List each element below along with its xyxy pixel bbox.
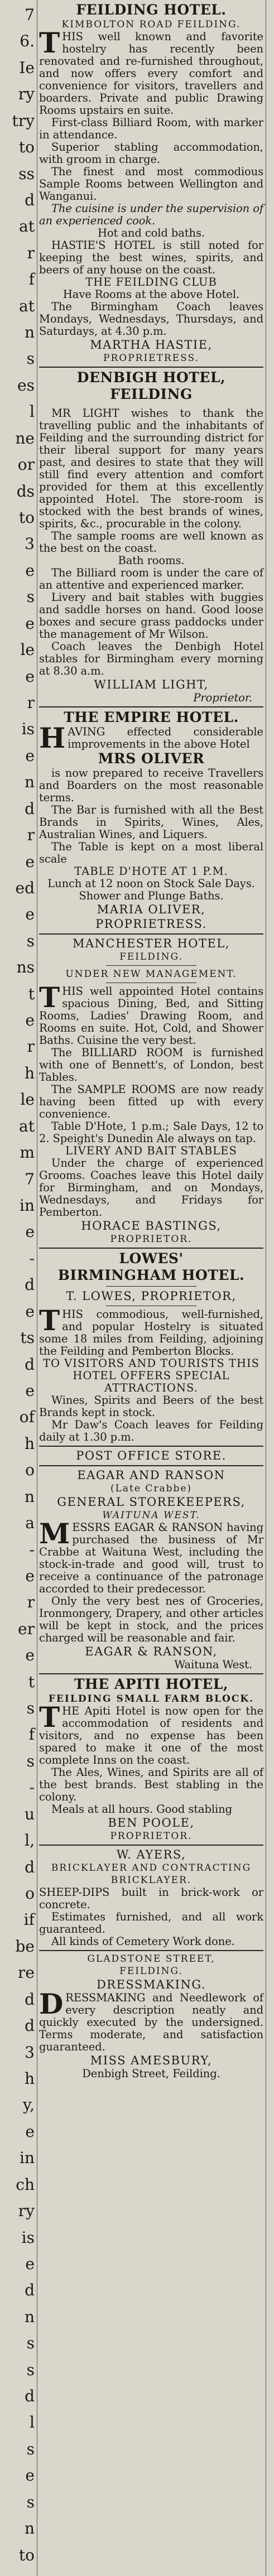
ad-paragraph: RESSMAKING and Needlework of every description neatly and quickly executed by the undersigned. Terms moderate, and satisfaction guaranteed. xyxy=(39,1991,263,2053)
left-fragment: be xyxy=(15,1937,35,1956)
drop-cap: T xyxy=(39,981,60,1014)
left-fragment: d xyxy=(25,2387,35,2405)
drop-cap: T xyxy=(39,1304,60,1337)
left-fragment: a xyxy=(25,1514,35,1532)
ad-paragraph: The Table is kept on a most liberal scale xyxy=(39,840,263,865)
left-fragment: - xyxy=(29,1540,35,1559)
ad-ayers-bricklayer xyxy=(39,1846,263,1951)
left-fragment: to xyxy=(18,2546,35,2564)
ad-signature: WILLIAM LIGHT, xyxy=(94,678,209,691)
ad-title: BRICKLAYER AND CONTRACTING BRICKLAYER. xyxy=(51,1862,252,1886)
left-fragment: Ie xyxy=(19,59,35,77)
divider xyxy=(106,1286,196,1287)
ad-subtitle: FEILDING SMALL FARM BLOCK. xyxy=(48,1693,254,1705)
ad-subtitle: FEILDING. xyxy=(119,951,183,962)
ad-paragraph: The Birmingham Coach leaves Mondays, Wednesdays, Thursdays, and Saturdays, at 4.30 p.m. xyxy=(39,300,263,338)
left-fragment: s xyxy=(26,1752,35,1770)
left-fragment: f xyxy=(28,270,35,288)
left-fragment: d xyxy=(25,1355,35,1374)
left-fragment: 3 xyxy=(25,2043,35,2062)
ad-paragraph: The SAMPLE ROOMS are now ready having been fitted up with every convenience. xyxy=(39,1083,263,1120)
left-fragment: ry xyxy=(18,2202,35,2220)
left-fragment: to xyxy=(18,508,35,527)
left-fragment: at xyxy=(19,1117,35,1135)
left-fragment: ts xyxy=(20,1328,35,1347)
left-fragment: e xyxy=(25,747,35,765)
ad-apiti-hotel xyxy=(39,1674,263,1846)
left-fragment: d xyxy=(25,2016,35,2035)
left-fragment: s xyxy=(26,2440,35,2458)
ad-address: GLADSTONE STREET, xyxy=(87,1953,215,1964)
ad-management: UNDER NEW MANAGEMENT. xyxy=(65,969,237,980)
ad-signature-role: PROPRIETOR. xyxy=(110,1831,193,1842)
ad-paragraph: HASTIE'S HOTEL is still noted for keeping the best wines, spirits, and beers of any house on the coast. xyxy=(39,239,263,276)
left-fragment: ed xyxy=(15,879,35,897)
left-fragment: r xyxy=(27,244,35,262)
left-fragment: or xyxy=(17,455,35,474)
ad-signature-place: Denbigh Street, Feilding. xyxy=(82,2067,220,2080)
left-fragment: e xyxy=(25,2255,35,2273)
drop-cap: M xyxy=(39,1517,70,1550)
ad-signature: T. LOWES, PROPRIETOR, xyxy=(66,1289,237,1303)
left-fragment: ch xyxy=(16,2175,35,2194)
ad-paragraph: HIS commodious, well-furnished, and popular Hostelry is situated some 18 miles from Feilding, adjoining the Feilding and Pemberton Blocks. xyxy=(39,1308,263,1357)
left-fragment: ss xyxy=(18,165,35,183)
ad-paragraph: Mr Daw's Coach leaves for Feilding daily at 1.30 p.m. xyxy=(39,1418,263,1443)
advertisement-column xyxy=(39,0,263,2082)
ad-paragraph: The Bar is furnished with all the Best Brands in Spirits, Wines, Ales, Australian Wines, and Liquers. xyxy=(39,803,263,841)
left-fragment: es xyxy=(17,376,35,394)
ad-paragraph: Estimates furnished, and all work guaranteed. xyxy=(39,1910,263,1935)
left-fragment: re xyxy=(18,1963,35,1982)
left-fragment: of xyxy=(19,1408,35,1426)
left-fragment: le xyxy=(20,1090,35,1109)
left-fragment: h xyxy=(24,2069,35,2088)
left-fragment: d xyxy=(25,191,35,209)
left-fragment: ne xyxy=(15,429,35,447)
ad-paragraph: The BILLIARD ROOM is furnished with one of Bennett's, of London, best Tables. xyxy=(39,1046,263,1084)
ad-title: DRESSMAKING. xyxy=(96,1978,206,1991)
left-fragment: if xyxy=(23,1910,35,1929)
left-fragment: - xyxy=(29,1249,35,1268)
ad-signature-role: Proprietor. xyxy=(193,691,252,704)
left-fragment: s xyxy=(26,2361,35,2379)
ad-paragraph: MR LIGHT wishes to thank the travelling public and the inhabitants of Feilding and the surrounding district for their liberal support for many years past, and desires to state that they will still find every attention and comfort provided for them at this excellently appointed Hotel. The store-room is stocked with the best brands of wines, spirits, &c., procurable in the colony. xyxy=(39,407,263,530)
left-fragment: n xyxy=(24,2519,35,2538)
left-fragment: is xyxy=(21,720,35,738)
left-fragment: r xyxy=(27,694,35,712)
left-fragment: t xyxy=(28,1673,35,1691)
drop-cap: D xyxy=(39,1987,64,2020)
ad-denbigh-hotel xyxy=(39,368,263,707)
left-fragment: e xyxy=(25,853,35,871)
drop-cap: T xyxy=(39,1701,60,1734)
left-fragment: s xyxy=(26,349,35,368)
left-fragment: e xyxy=(25,905,35,923)
left-fragment: r xyxy=(27,1593,35,1611)
ad-subtitle: KIMBOLTON ROAD FEILDING. xyxy=(61,19,241,30)
left-fragment: l xyxy=(30,402,35,421)
left-fragment: e xyxy=(25,1011,35,1029)
ad-post-office-store xyxy=(39,1447,263,1466)
left-fragment: le xyxy=(20,641,35,659)
ad-paragraph: The Ales, Wines, and Spirits are all of the best brands. Best stabling in the colony. xyxy=(39,1766,263,1803)
left-fragment: t xyxy=(28,985,35,1003)
ad-title: POST OFFICE STORE. xyxy=(76,1449,227,1462)
ad-title: BIRMINGHAM HOTEL. xyxy=(57,1267,245,1283)
left-fragment: r xyxy=(27,1037,35,1056)
ad-title: EAGAR AND RANSON xyxy=(77,1468,225,1482)
left-fragment: m xyxy=(20,1143,35,1162)
left-fragment: e xyxy=(25,1222,35,1241)
left-fragment: o xyxy=(25,1461,35,1479)
ad-paragraph: ESSRS EAGAR & RANSON having purchased the business of Mr Crabbe at Waituna West, including the stock-in-trade and good will, trust to receive a continuance of the patronage accorded to their predecessor. xyxy=(39,1521,263,1595)
left-fragment: s xyxy=(26,932,35,950)
left-fragment: try xyxy=(12,112,35,130)
ad-paragraph: SHEEP-DIPS built in brick-work or concrete. xyxy=(39,1886,263,1911)
left-fragment: e xyxy=(25,2466,35,2484)
left-fragment: to xyxy=(18,138,35,156)
left-fragment: er xyxy=(18,1620,35,1638)
left-fragment: d xyxy=(25,1275,35,1294)
left-fragment: d xyxy=(25,1858,35,1876)
left-fragment: h xyxy=(24,1434,35,1453)
ad-title: FEILDING HOTEL. xyxy=(76,2,227,18)
ad-paragraph: The finest and most commodious Sample Rooms between Wellington and Wanganui. xyxy=(39,165,263,203)
ad-title: LOWES' xyxy=(119,1250,184,1267)
left-fragment: s xyxy=(26,2334,35,2352)
ad-paragraph: Meals at all hours. Good stabling xyxy=(51,1803,233,1816)
ad-signature-place: Waituna West. xyxy=(174,1658,252,1671)
ad-paragraph: The Billiard room is under the care of an attentive and experienced marker. xyxy=(39,566,263,591)
ad-address: FEILDING. xyxy=(119,1966,183,1977)
left-fragment: s xyxy=(26,1699,35,1717)
left-fragment: l xyxy=(30,2413,35,2431)
drop-cap: T xyxy=(39,26,60,59)
ad-paragraph: Coach leaves the Denbigh Hotel stables for Birmingham every morning at 8.30 a.m. xyxy=(39,640,263,677)
left-fragment: 7 xyxy=(25,6,35,24)
ad-paragraph: Bath rooms. xyxy=(118,554,185,567)
left-fragment: e xyxy=(25,1302,35,1321)
left-fragment: at xyxy=(19,217,35,235)
left-fragment: n xyxy=(24,1487,35,1506)
left-fragment: is xyxy=(21,2228,35,2247)
ad-paragraph: HIS well appointed Hotel contains spacious Dining, Bed, and Sitting Rooms, Ladies' Drawing Room, and Rooms en suite. Hot, Cold, and Shower Baths. Cuisine the very best. xyxy=(39,985,263,1047)
left-fragment: r xyxy=(27,826,35,844)
left-fragment: at xyxy=(19,297,35,315)
left-fragment: n xyxy=(24,2308,35,2326)
ad-paragraph: HIS well known and favorite hostelry has recently been renovated and re-furnished throughout, and now offers every comfort and convenience for visitors, travellers and boarders. Private and public Drawing Rooms upstairs en suite. xyxy=(39,30,263,117)
ad-signature: BEN POOLE, xyxy=(108,1816,195,1829)
left-fragment: e xyxy=(25,667,35,686)
ad-paragraph: First-class Billiard Room, with marker in attendance. xyxy=(39,116,263,141)
left-fragment: e xyxy=(25,1567,35,1585)
left-fragment: o xyxy=(25,1884,35,1903)
ad-title: DENBIGH HOTEL, FEILDING xyxy=(76,369,226,402)
ad-name: MRS OLIVER xyxy=(98,750,205,767)
ad-paragraph: TO VISITORS AND TOURISTS THIS HOTEL OFFERS SPECIAL ATTRACTIONS. xyxy=(42,1357,260,1394)
ad-line: WAITUNA WEST. xyxy=(102,1510,200,1521)
ad-paragraph: Have Rooms at the above Hotel. xyxy=(63,288,240,301)
ad-paragraph: Shower and Plunge Baths. xyxy=(79,889,224,902)
ad-paragraph: The sample rooms are well known as the best on the coast. xyxy=(39,529,263,555)
left-fragment: l, xyxy=(25,1831,35,1850)
ad-title: THE EMPIRE HOTEL. xyxy=(64,709,239,725)
left-fragment: e xyxy=(25,2122,35,2141)
ad-manchester-hotel xyxy=(39,935,263,1249)
left-fragment: h xyxy=(24,1064,35,1082)
ad-eagar-ranson xyxy=(39,1466,263,1674)
left-fragment: u xyxy=(24,1805,35,1823)
left-fragment: e xyxy=(25,1381,35,1400)
ad-paragraph: Superior stabling accommodation, with groom in charge. xyxy=(39,141,263,166)
ad-paragraph: Hot and cold baths. xyxy=(97,227,205,239)
left-fragment: s xyxy=(26,2493,35,2511)
ad-paragraph: Only the very best nes of Groceries, Ironmongery, Drapery, and other articles will be kept in stock, and the prices charged will be reasonable and fair. xyxy=(39,1595,263,1644)
ad-lowes-birmingham-hotel xyxy=(39,1249,263,1447)
left-fragment: e xyxy=(25,1646,35,1664)
ad-paragraph: THE FEILDING CLUB xyxy=(85,276,217,288)
ad-paragraph: The cuisine is under the supervision of an experienced cook. xyxy=(39,202,263,227)
ad-feilding-hotel xyxy=(39,0,263,368)
ad-paragraph: LIVERY AND BAIT STABLES xyxy=(65,1144,237,1157)
left-fragment: y, xyxy=(23,2096,35,2114)
left-fragment: ry xyxy=(18,85,35,103)
left-fragment: e xyxy=(25,614,35,633)
ad-paragraph: Wines, Spirits and Beers of the best Brands kept in stock. xyxy=(39,1394,263,1419)
left-fragment: d xyxy=(25,800,35,818)
left-fragment: 3 xyxy=(25,535,35,553)
ad-line: GENERAL STOREKEEPERS, xyxy=(57,1495,246,1509)
ad-signature: MARTHA HASTIE, xyxy=(90,338,213,352)
divider xyxy=(106,965,196,966)
left-fragment: s xyxy=(26,588,35,606)
ad-title: MANCHESTER HOTEL, xyxy=(73,937,230,950)
left-fragment: in xyxy=(20,2149,35,2167)
ad-signature: MARIA OLIVER, PROPRIETRESS. xyxy=(95,903,207,931)
ad-paragraph: Lunch at 12 noon on Stock Sale Days. xyxy=(47,877,255,890)
ad-paragraph: All kinds of Cemetery Work done. xyxy=(51,1935,235,1948)
left-fragment: n xyxy=(24,773,35,791)
ad-paragraph: Table D'Hote, 1 p.m.; Sale Days, 12 to 2. Speight's Dunedin Ale always on tap. xyxy=(39,1120,263,1145)
left-fragment: d xyxy=(25,1990,35,2009)
left-fragment: 7 xyxy=(25,1170,35,1188)
ad-late: (Late Crabbe) xyxy=(110,1483,193,1494)
ad-signature: HORACE BASTINGS, xyxy=(81,1219,222,1232)
ad-empire-hotel xyxy=(39,707,263,935)
ad-title: THE APITI HOTEL, xyxy=(74,1676,229,1692)
ad-paragraph: AVING effected considerable improvements in the above Hotel xyxy=(68,725,263,750)
left-fragment: ns xyxy=(16,958,35,976)
drop-cap: H xyxy=(39,721,66,754)
left-fragment: 6. xyxy=(20,32,35,50)
left-fragment: f xyxy=(28,1725,35,1744)
left-fragment: ds xyxy=(16,482,35,500)
ad-signature: EAGAR & RANSON, xyxy=(85,1645,218,1658)
ad-paragraph: HE Apiti Hotel is now open for the accommodation of residents and visitors, and no expense has been spared to make it one of the most complete Inns on the coast. xyxy=(39,1705,263,1766)
left-fragment: d xyxy=(25,2281,35,2299)
ad-paragraph: Livery and bait stables with buggies and saddle horses on hand. Good loose boxes and secure grass paddocks under the management of Mr Wilson. xyxy=(39,591,263,641)
left-fragment: - xyxy=(29,1778,35,1797)
ad-signature-role: PROPRIETOR. xyxy=(110,1234,193,1245)
left-column-fragments xyxy=(0,0,36,2576)
left-fragment: in xyxy=(20,1196,35,1215)
left-fragment: e xyxy=(25,561,35,580)
left-fragment: n xyxy=(24,323,35,341)
ad-dressmaking xyxy=(39,1951,263,2082)
ad-signature: MISS AMESBURY, xyxy=(90,2054,213,2067)
ad-name: W. AYERS, xyxy=(116,1848,186,1861)
ad-paragraph: Under the charge of experienced Grooms. Coaches leave this Hotel daily for Birmingham, and on Mondays, Wednesdays, and Fridays for Pemberton. xyxy=(39,1157,263,1219)
ad-paragraph: TABLE D'HOTE AT 1 P.M. xyxy=(74,865,228,878)
ad-signature-role: PROPRIETRESS. xyxy=(103,353,199,364)
ad-paragraph: is now prepared to receive Travellers and Boarders on the most reasonable terms. xyxy=(39,767,263,804)
